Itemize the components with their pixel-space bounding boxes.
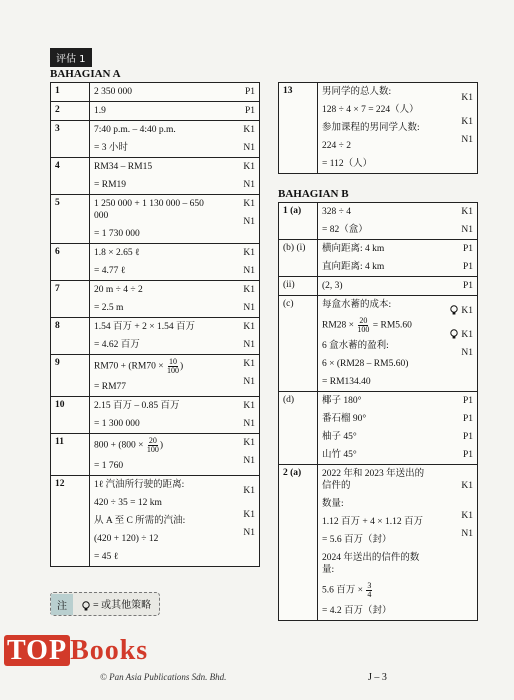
working-line: = 2.5 m <box>94 303 124 313</box>
note-box <box>50 592 160 616</box>
mark: K1 <box>461 117 473 127</box>
marks-column <box>435 465 478 621</box>
marks-column <box>217 158 260 195</box>
page-number: J – 3 <box>368 672 387 683</box>
working-line: 2.15 百万 – 0.85 百万 <box>94 401 180 411</box>
note-description: = 或其他策略 <box>93 600 152 612</box>
answer-row <box>51 158 260 195</box>
mark: N1 <box>243 340 255 350</box>
question-number: (d) <box>279 392 318 465</box>
working-line: 1.54 百万 + 2 × 1.54 百万 <box>94 322 195 332</box>
working-line: = 4.62 百万 <box>94 340 140 350</box>
working-line: 2024 年送出的信件的数量: <box>322 553 420 575</box>
working-steps <box>90 244 218 281</box>
working-line: 224 ÷ 2 <box>322 141 351 151</box>
question-number: 11 <box>51 434 90 476</box>
working-line: 800 + (800 × $\frac{20}{100}$ ) <box>94 436 164 454</box>
working-line: = RM77 <box>94 382 127 392</box>
working-line: = 4.77 ℓ <box>94 266 126 276</box>
mark: P1 <box>462 244 473 254</box>
section-b-title: BAHAGIAN B <box>278 188 349 200</box>
working-steps <box>318 277 436 296</box>
question-number: 1 <box>51 83 90 102</box>
working-line: 5.6 百万 × $\frac{3}{4}$ <box>322 581 372 599</box>
answer-row <box>51 318 260 355</box>
working-line: = 5.6 百万（封） <box>322 535 392 545</box>
working-line: = RM134.40 <box>322 377 371 387</box>
question-number: 2 (a) <box>279 465 318 621</box>
question-number: (b) (i) <box>279 240 318 277</box>
working-line: 横向距离: 4 km <box>322 244 385 254</box>
working-line: (2, 3) <box>322 281 343 291</box>
working-steps <box>90 281 218 318</box>
mark: K1 <box>243 199 255 209</box>
question-number: 4 <box>51 158 90 195</box>
marks-column <box>435 240 478 277</box>
mark: P1 <box>462 262 473 272</box>
working-steps <box>90 434 218 476</box>
answer-row <box>279 83 478 174</box>
working-steps <box>318 83 436 174</box>
question-number: 2 <box>51 102 90 121</box>
working-line: 参加课程的男同学人数: <box>322 123 420 133</box>
working-line: 328 ÷ 4 <box>322 207 351 217</box>
working-steps <box>90 476 218 567</box>
question-number: 1 (a) <box>279 203 318 240</box>
working-line: RM28 × $\frac{20}{100}$ = RM5.60 <box>322 316 412 334</box>
question-number: 5 <box>51 195 90 244</box>
answer-row <box>51 83 260 102</box>
answer-row <box>51 244 260 281</box>
lightbulb-icon <box>449 305 459 316</box>
mark: K1 <box>243 248 255 258</box>
mark: K1 <box>439 329 473 341</box>
working-line: 1.8 × 2.65 ℓ <box>94 248 140 258</box>
working-steps <box>90 121 218 158</box>
question-number: 9 <box>51 355 90 397</box>
mark: K1 <box>461 481 473 491</box>
working-line: 柚子 45° <box>322 432 357 442</box>
working-steps <box>318 392 436 465</box>
question-number: 7 <box>51 281 90 318</box>
working-line: 每盒水蓄的成本: <box>322 300 392 310</box>
working-steps <box>90 195 218 244</box>
marks-column <box>217 244 260 281</box>
working-line: 1ℓ 汽油所行驶的距离: <box>94 480 185 490</box>
mark: P1 <box>462 432 473 442</box>
q13-table <box>278 82 478 174</box>
answer-row <box>279 203 478 240</box>
section-a-title: BAHAGIAN A <box>50 68 121 80</box>
answer-row <box>51 102 260 121</box>
lightbulb-icon <box>81 601 91 612</box>
mark: N1 <box>461 348 473 358</box>
working-line: 128 ÷ 4 × 7 = 224（人） <box>322 105 419 115</box>
mark: K1 <box>461 93 473 103</box>
question-number: (ii) <box>279 277 318 296</box>
marks-column <box>217 83 260 102</box>
marks-column <box>435 277 478 296</box>
working-steps <box>318 240 436 277</box>
fraction: $\frac{20}{100}$ <box>146 436 159 454</box>
mark: K1 <box>243 125 255 135</box>
working-line: 椰子 180° <box>322 396 362 406</box>
mark: N1 <box>243 528 255 538</box>
mark: K1 <box>243 486 255 496</box>
working-steps <box>318 203 436 240</box>
answer-row <box>51 355 260 397</box>
mark: N1 <box>243 180 255 190</box>
mark: N1 <box>461 135 473 145</box>
mark: N1 <box>243 217 255 227</box>
fraction: $\frac{20}{100}$ <box>357 316 370 334</box>
mark: N1 <box>461 529 473 539</box>
working-line: RM70 + (RM70 × $\frac{10}{100}$ ) <box>94 357 184 375</box>
mark: N1 <box>243 303 255 313</box>
working-line: = 112（人） <box>322 159 373 169</box>
working-line: = 3 小时 <box>94 143 128 153</box>
question-number: 3 <box>51 121 90 158</box>
working-line: = 45 ℓ <box>94 552 119 562</box>
mark: P1 <box>462 396 473 406</box>
working-steps <box>90 318 218 355</box>
mark: K1 <box>243 359 255 369</box>
answer-row <box>279 277 478 296</box>
mark: K1 <box>243 285 255 295</box>
mark: K1 <box>243 162 255 172</box>
marks-column <box>435 392 478 465</box>
marks-column <box>217 195 260 244</box>
working-line: 1.12 百万 + 4 × 1.12 百万 <box>322 517 423 527</box>
question-number: 10 <box>51 397 90 434</box>
mark: K1 <box>243 438 255 448</box>
working-line: 6 × (RM28 – RM5.60) <box>322 359 409 369</box>
marks-column <box>217 355 260 397</box>
working-line: RM34 – RM15 <box>94 162 153 172</box>
marks-column <box>217 318 260 355</box>
answer-row <box>279 392 478 465</box>
working-line: 1 250 000 + 1 130 000 – 650 000 <box>94 199 204 221</box>
working-line: 1.9 <box>94 106 106 116</box>
mark: N1 <box>461 225 473 235</box>
fraction: $\frac{10}{100}$ <box>166 357 179 375</box>
mark: K1 <box>461 511 473 521</box>
working-steps <box>90 355 218 397</box>
working-steps <box>90 397 218 434</box>
assessment-tag: 评估 1 <box>50 48 92 67</box>
mark: N1 <box>243 143 255 153</box>
mark: K1 <box>461 207 473 217</box>
working-steps <box>318 465 436 621</box>
note-text <box>73 596 159 611</box>
working-line: = 1 300 000 <box>94 419 140 429</box>
mark: K1 <box>439 305 473 317</box>
working-steps <box>90 158 218 195</box>
marks-column <box>217 281 260 318</box>
working-line: 男同学的总人数: <box>322 87 392 97</box>
working-line: = 1 730 000 <box>94 229 140 239</box>
answer-row <box>51 397 260 434</box>
working-line: 山竹 45° <box>322 450 357 460</box>
marks-column <box>217 397 260 434</box>
marks-column <box>217 102 260 121</box>
answer-row <box>51 121 260 158</box>
working-steps <box>318 296 436 392</box>
marks-column <box>217 434 260 476</box>
answer-row <box>51 476 260 567</box>
fraction: $\frac{3}{4}$ <box>367 581 372 599</box>
mark: N1 <box>243 456 255 466</box>
mark: K1 <box>243 322 255 332</box>
question-number: 6 <box>51 244 90 281</box>
topbooks-logo: TOP Books <box>4 635 148 667</box>
mark: N1 <box>243 377 255 387</box>
working-line: (420 + 120) ÷ 12 <box>94 534 159 544</box>
note-label: 注 <box>51 594 73 615</box>
working-line: 从 A 至 C 所需的汽油: <box>94 516 186 526</box>
mark: K1 <box>243 510 255 520</box>
answer-row <box>279 240 478 277</box>
working-line: = 1 760 <box>94 461 124 471</box>
mark: N1 <box>243 419 255 429</box>
marks-column <box>435 203 478 240</box>
marks-column <box>435 83 478 174</box>
working-line: 直向距离: 4 km <box>322 262 385 272</box>
question-number: 13 <box>279 83 318 174</box>
working-line: 7:40 p.m. – 4:40 p.m. <box>94 125 176 135</box>
answer-row <box>279 296 478 392</box>
lightbulb-icon <box>449 329 459 340</box>
working-line: 数量: <box>322 499 344 509</box>
answer-row <box>51 281 260 318</box>
answer-row <box>51 195 260 244</box>
working-line: 番石榴 90° <box>322 414 367 424</box>
mark: P1 <box>462 450 473 460</box>
mark: P1 <box>244 106 255 116</box>
marks-column <box>217 121 260 158</box>
mark: N1 <box>243 266 255 276</box>
working-line: = 82（盒） <box>322 225 368 235</box>
mark: P1 <box>462 281 473 291</box>
section-b-table <box>278 202 478 621</box>
working-line: 2022 年和 2023 年送出的信件的 <box>322 469 425 491</box>
working-line: = 4.2 百万（封） <box>322 606 392 616</box>
question-number: (c) <box>279 296 318 392</box>
working-line: 2 350 000 <box>94 87 132 97</box>
working-steps <box>90 102 218 121</box>
publisher-credit: © Pan Asia Publications Sdn. Bhd. <box>100 672 227 682</box>
answer-row <box>279 465 478 621</box>
section-a-table <box>50 82 260 567</box>
working-steps <box>90 83 218 102</box>
marks-column <box>217 476 260 567</box>
answer-row <box>51 434 260 476</box>
mark: K1 <box>243 401 255 411</box>
mark: P1 <box>244 87 255 97</box>
question-number: 12 <box>51 476 90 567</box>
working-line: 420 ÷ 35 = 12 km <box>94 498 162 508</box>
question-number: 8 <box>51 318 90 355</box>
working-line: = RM19 <box>94 180 127 190</box>
mark: P1 <box>462 414 473 424</box>
working-line: 6 盒水蓄的盈利: <box>322 341 389 351</box>
marks-column <box>435 296 478 392</box>
working-line: 20 m ÷ 4 ÷ 2 <box>94 285 143 295</box>
